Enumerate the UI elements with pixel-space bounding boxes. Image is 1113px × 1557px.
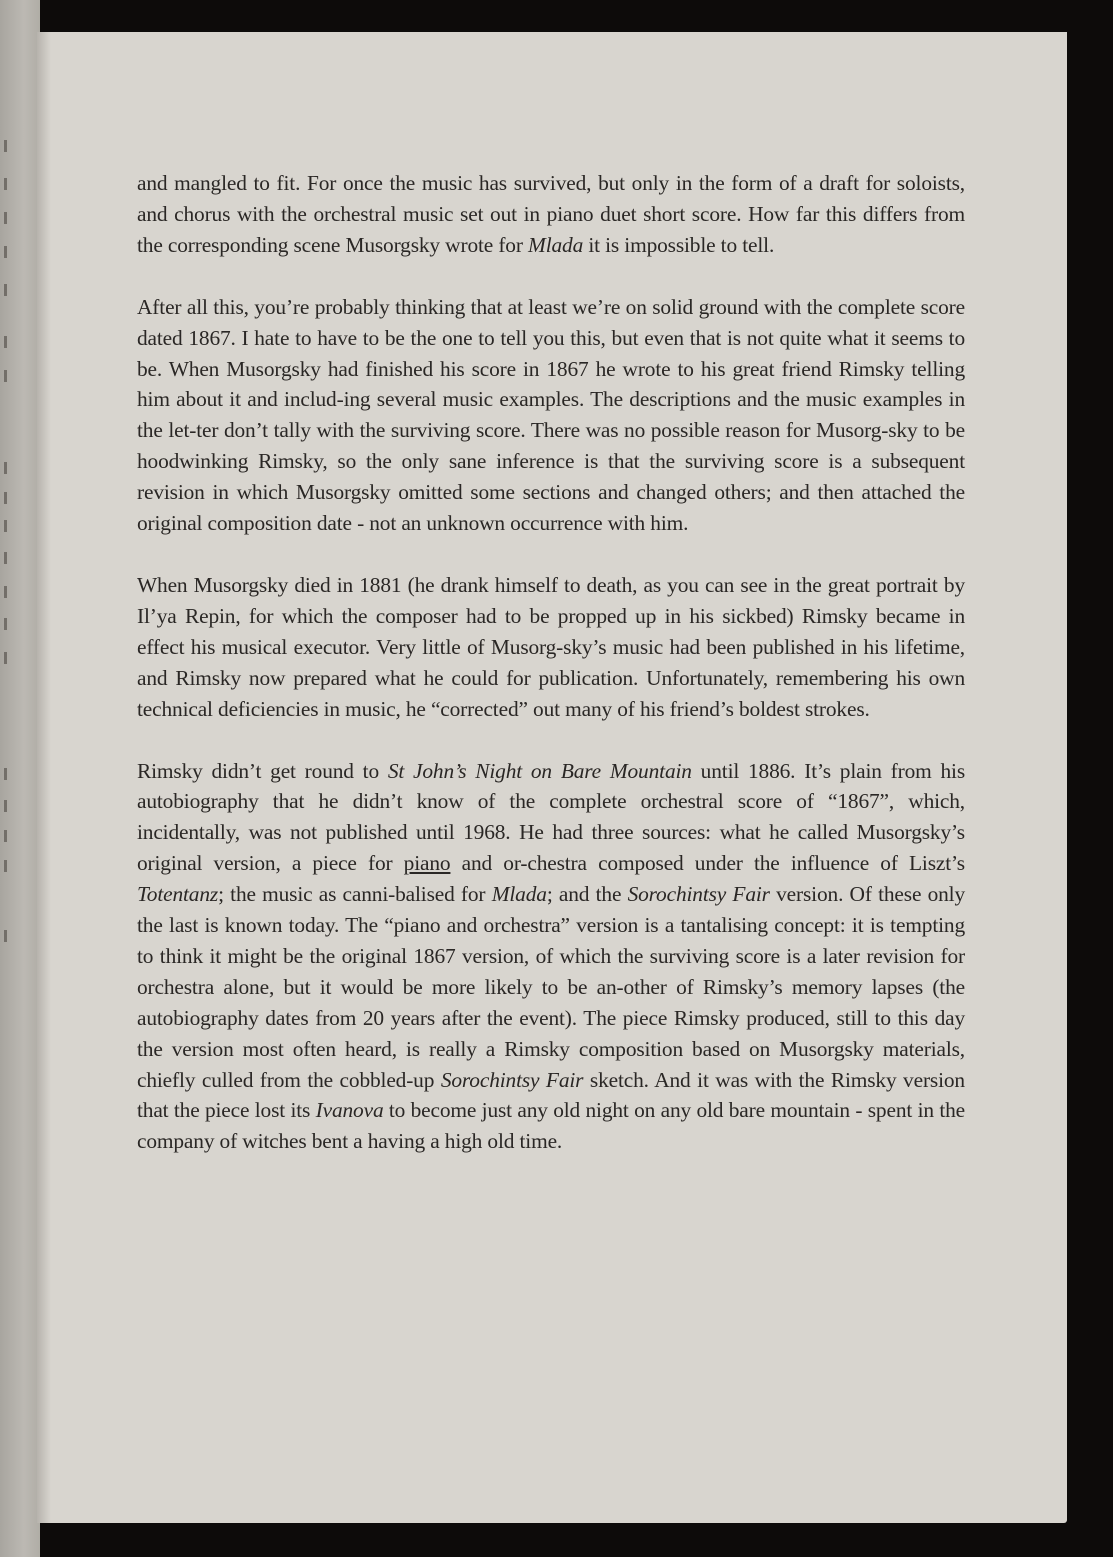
- body-text: [137, 168, 965, 1188]
- paragraph: [137, 756, 965, 1158]
- text-segment: sketch. And it was with the Rimsky version that the piece lost its: [137, 1067, 965, 1123]
- paragraph: [137, 168, 965, 261]
- text-segment: ; and the: [546, 882, 628, 907]
- text-segment: When Musorgsky died in 1881 (he drank himself to death, as you can see in the great portrait by Il’ya Repin, for which the composer had to be propped up in his sickbed) Rimsky became in effect his musical executor. Very little of Musorg-sky’s music had been published in his lifetime, and Rimsky now prepared what he could for publication. Unfortunately, remembering his own technical deficiencies in music, he “corrected” out many of his friend’s boldest strokes.: [137, 572, 965, 721]
- italic-title-text: Mlada: [491, 882, 547, 907]
- text-segment: ; the music as canni-balised for: [218, 882, 492, 907]
- italic-title-text: Ivanova: [315, 1098, 384, 1123]
- text-segment: and or-chestra composed under the influence of Liszt’s: [450, 851, 965, 876]
- text-segment: it is impossible to tell.: [583, 232, 775, 257]
- italic-title-text: Sorochintsy Fair: [627, 882, 770, 907]
- previous-page-edge: [0, 0, 40, 1557]
- text-segment: to become just any old night on any old bare mountain - spent in the company of witches bent a having a high old time.: [137, 1098, 965, 1154]
- italic-title-text: Mlada: [528, 232, 584, 257]
- text-segment: and mangled to fit. For once the music has survived, but only in the form of a draft for soloists, and chorus with the orchestral music set out in piano duet short score. How far this differs from the corresponding scene Musorgsky wrote for: [137, 171, 965, 257]
- italic-title-text: Totentanz: [137, 882, 219, 907]
- text-segment: Rimsky didn’t get round to: [137, 758, 388, 783]
- italic-title-text: St John’s Night on Bare Mountain: [387, 758, 692, 783]
- previous-page-text-fragments: [4, 140, 14, 940]
- paragraph: [137, 292, 965, 539]
- underlined-text: piano: [403, 851, 451, 876]
- text-segment: version. Of these only the last is known today. The “piano and orchestra” version is a tantalising concept: it is tempting to think it might be the original 1867 version, of which the surviving score is a later revision for orchestra alone, but it would be more likely to be an-other of Rimsky’s memory lapses (the autobiography dates from 20 years after the event). The piece Rimsky produced, still to this day the version most often heard, is really a Rimsky composition based on Musorgsky materials, chiefly culled from the cobbled-up: [137, 882, 966, 1092]
- document-page: [37, 32, 1067, 1523]
- italic-title-text: Sorochintsy Fair: [440, 1067, 584, 1092]
- text-segment: until 1886. It’s plain from his autobiography that he didn’t know of the complete orchestral score of “1867”, which, incidentally, was not published until 1968. He had three sources: what he called Musorgsky’s original version, a piece for: [137, 758, 965, 876]
- paragraph: [137, 570, 965, 725]
- text-segment: After all this, you’re probably thinking that at least we’re on solid ground with the complete score dated 1867. I hate to have to be the one to tell you this, but even that is not quite what it seems to be. When Musorgsky had finished his score in 1867 he wrote to his great friend Rimsky telling him about it and includ-ing several music examples. The descriptions and the music examples in the let-ter don’t tally with the surviving score. There was no possible reason for Musorg-sky to be hoodwinking Rimsky, so the only sane inference is that the surviving score is a subsequent revision in which Musorgsky omitted some sections and changed others; and then attached the original composition date - not an unknown occurrence with him.: [137, 294, 965, 536]
